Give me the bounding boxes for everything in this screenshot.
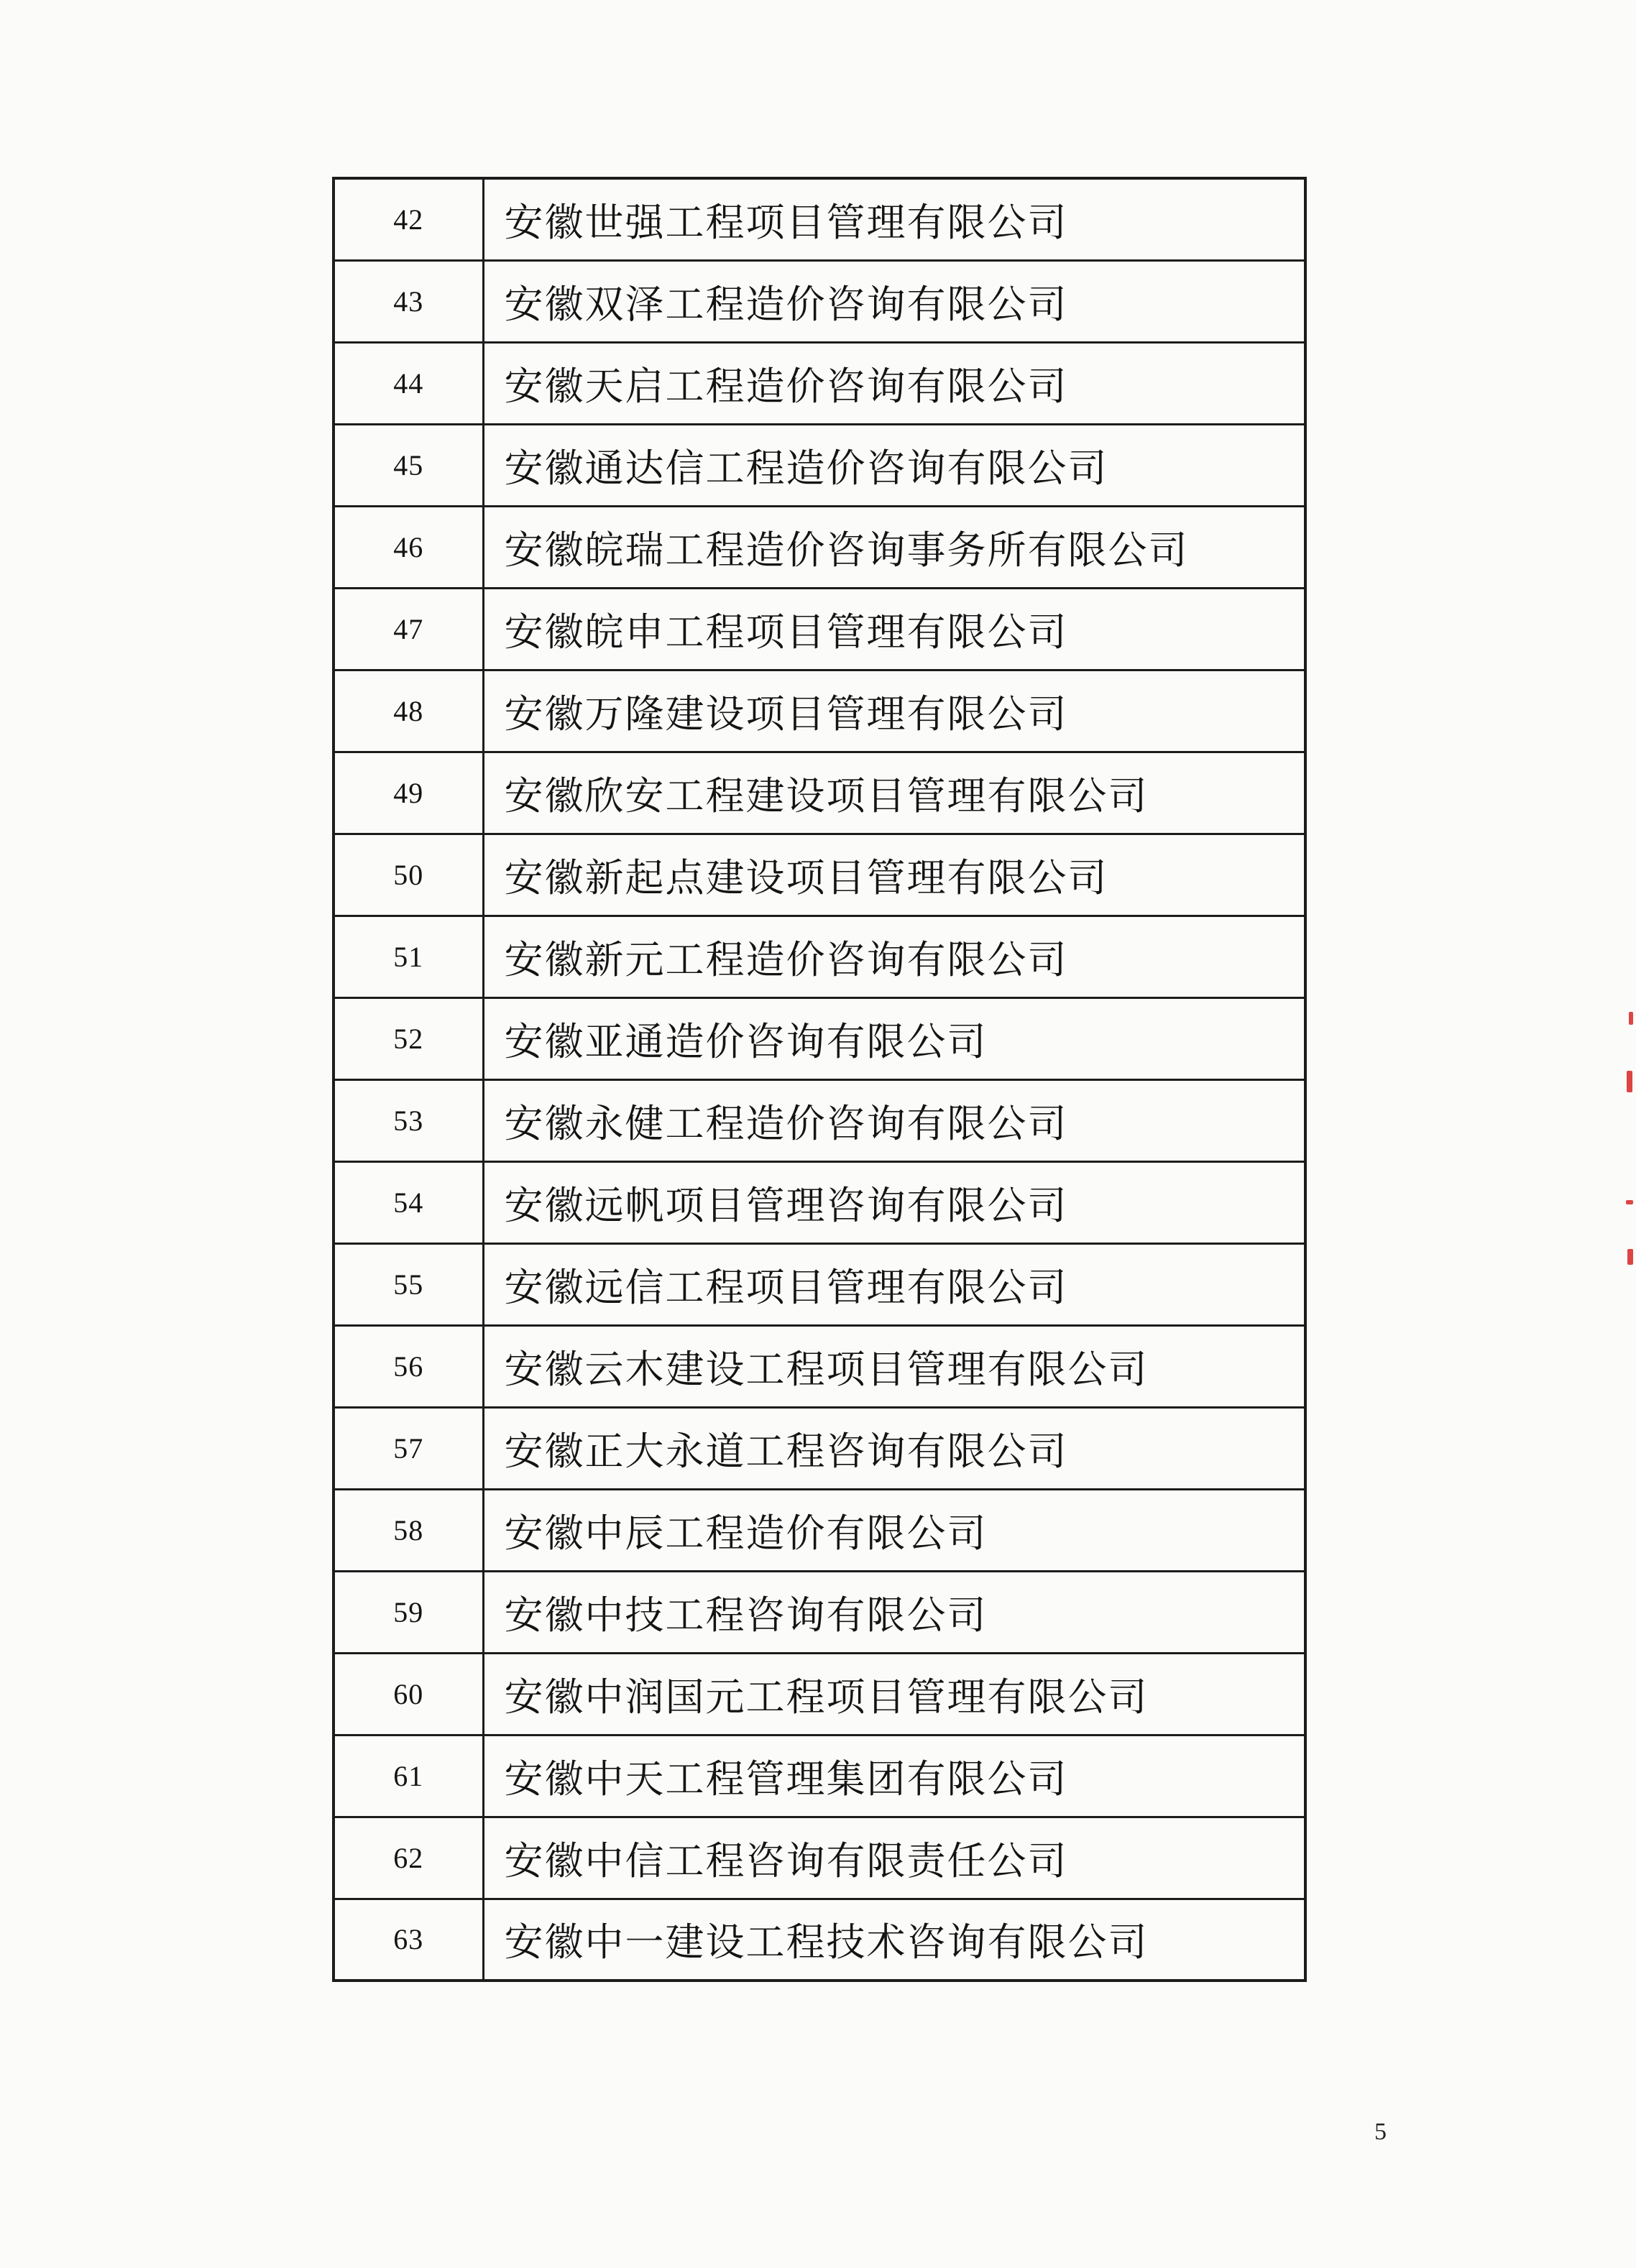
company-name: 安徽中辰工程造价有限公司 bbox=[483, 1489, 1305, 1571]
company-name: 安徽新起点建设项目管理有限公司 bbox=[483, 834, 1305, 916]
row-number: 51 bbox=[334, 916, 483, 997]
table-row bbox=[334, 1161, 1305, 1243]
row-number: 54 bbox=[334, 1161, 483, 1243]
seal-edge-mark bbox=[1627, 1249, 1633, 1265]
table-row bbox=[334, 1407, 1305, 1489]
row-number: 43 bbox=[334, 260, 483, 342]
table-row bbox=[334, 1325, 1305, 1407]
table-row bbox=[334, 424, 1305, 506]
row-number: 63 bbox=[334, 1899, 483, 1981]
table-row bbox=[334, 670, 1305, 752]
table-row bbox=[334, 260, 1305, 342]
seal-edge-mark bbox=[1626, 1200, 1633, 1204]
row-number: 59 bbox=[334, 1571, 483, 1653]
company-name: 安徽中信工程咨询有限责任公司 bbox=[483, 1817, 1305, 1899]
company-name: 安徽皖瑞工程造价咨询事务所有限公司 bbox=[483, 506, 1305, 588]
company-name: 安徽双泽工程造价咨询有限公司 bbox=[483, 260, 1305, 342]
company-name: 安徽天启工程造价咨询有限公司 bbox=[483, 342, 1305, 424]
company-name: 安徽远帆项目管理咨询有限公司 bbox=[483, 1161, 1305, 1243]
row-number: 60 bbox=[334, 1653, 483, 1735]
row-number: 45 bbox=[334, 424, 483, 506]
company-name: 安徽中一建设工程技术咨询有限公司 bbox=[483, 1899, 1305, 1981]
seal-edge-mark bbox=[1629, 1012, 1633, 1025]
company-name: 安徽云木建设工程项目管理有限公司 bbox=[483, 1325, 1305, 1407]
table-row bbox=[334, 1243, 1305, 1325]
seal-edge-mark bbox=[1627, 1071, 1632, 1092]
table-row bbox=[334, 506, 1305, 588]
company-name: 安徽中天工程管理集团有限公司 bbox=[483, 1735, 1305, 1817]
row-number: 62 bbox=[334, 1817, 483, 1899]
company-name: 安徽万隆建设项目管理有限公司 bbox=[483, 670, 1305, 752]
row-number: 56 bbox=[334, 1325, 483, 1407]
table-row bbox=[334, 1571, 1305, 1653]
table-row bbox=[334, 1489, 1305, 1571]
table-row bbox=[334, 997, 1305, 1079]
company-name: 安徽正大永道工程咨询有限公司 bbox=[483, 1407, 1305, 1489]
row-number: 57 bbox=[334, 1407, 483, 1489]
company-name: 安徽世强工程项目管理有限公司 bbox=[483, 178, 1305, 260]
table-row bbox=[334, 1735, 1305, 1817]
company-name: 安徽新元工程造价咨询有限公司 bbox=[483, 916, 1305, 997]
company-name: 安徽中润国元工程项目管理有限公司 bbox=[483, 1653, 1305, 1735]
table-row bbox=[334, 588, 1305, 670]
table-row bbox=[334, 178, 1305, 260]
company-name: 安徽亚通造价咨询有限公司 bbox=[483, 997, 1305, 1079]
page-number: 5 bbox=[1374, 2119, 1387, 2145]
table-row bbox=[334, 752, 1305, 834]
company-name: 安徽永健工程造价咨询有限公司 bbox=[483, 1079, 1305, 1161]
row-number: 49 bbox=[334, 752, 483, 834]
row-number: 50 bbox=[334, 834, 483, 916]
row-number: 52 bbox=[334, 997, 483, 1079]
row-number: 53 bbox=[334, 1079, 483, 1161]
table-row bbox=[334, 916, 1305, 997]
row-number: 61 bbox=[334, 1735, 483, 1817]
company-name: 安徽通达信工程造价咨询有限公司 bbox=[483, 424, 1305, 506]
row-number: 44 bbox=[334, 342, 483, 424]
company-list-table bbox=[332, 177, 1307, 1982]
row-number: 58 bbox=[334, 1489, 483, 1571]
row-number: 55 bbox=[334, 1243, 483, 1325]
row-number: 46 bbox=[334, 506, 483, 588]
table-row bbox=[334, 834, 1305, 916]
company-name: 安徽中技工程咨询有限公司 bbox=[483, 1571, 1305, 1653]
table-row bbox=[334, 342, 1305, 424]
row-number: 48 bbox=[334, 670, 483, 752]
row-number: 42 bbox=[334, 178, 483, 260]
company-name: 安徽远信工程项目管理有限公司 bbox=[483, 1243, 1305, 1325]
table-row bbox=[334, 1817, 1305, 1899]
row-number: 47 bbox=[334, 588, 483, 670]
company-name: 安徽皖申工程项目管理有限公司 bbox=[483, 588, 1305, 670]
table-row bbox=[334, 1079, 1305, 1161]
table-row bbox=[334, 1653, 1305, 1735]
company-name: 安徽欣安工程建设项目管理有限公司 bbox=[483, 752, 1305, 834]
table-row bbox=[334, 1899, 1305, 1981]
